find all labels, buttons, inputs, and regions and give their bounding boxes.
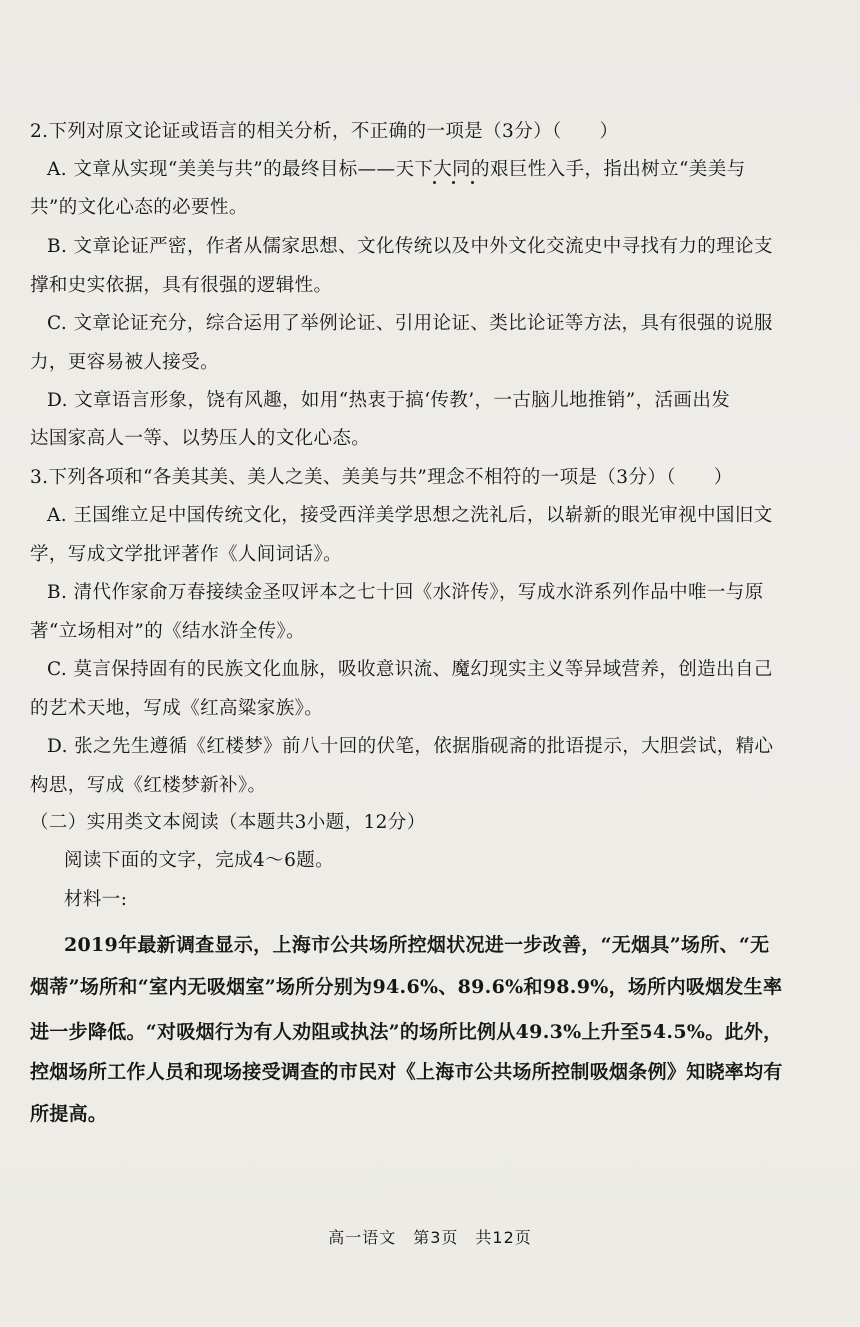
material-paragraph: 2019年最新调查显示，上海市公共场所控烟状况进一步改善，“无烟具”场所、“无	[64, 934, 770, 956]
question-3-option-b: B. 清代作家俞万春接续金圣叹评本之七十回《水浒传》，写成水浒系列作品中唯一与原	[47, 582, 764, 603]
page-footer: 高一语文 第3页 共12页	[328, 1228, 532, 1247]
question-2-option-d-cont: 达国家高人一等、以势压人的文化心态。	[30, 428, 371, 449]
question-2-option-b-cont: 撑和史实依据，具有很强的逻辑性。	[30, 275, 333, 296]
question-2-option-a-cont: 共”的文化心态的必要性。	[30, 197, 248, 218]
question-3-option-c: C. 莫言保持固有的民族文化血脉，吸收意识流、魔幻现实主义等异域营养，创造出自己	[47, 659, 773, 680]
emphasis-dot	[433, 181, 436, 184]
question-2-stem: 2.下列对原文论证或语言的相关分析，不正确的一项是（3分）（ ）	[30, 121, 619, 142]
question-3-stem: 3.下列各项和“各美其美、美人之美、美美与共”理念不相符的一项是（3分）（ ）	[30, 467, 733, 488]
question-3-option-a-cont: 学，写成文学批评著作《人间词话》。	[30, 544, 343, 565]
question-2-option-c-cont: 力，更容易被人接受。	[30, 352, 220, 373]
emphasis-dot	[471, 181, 474, 184]
question-3-option-d: D. 张之先生遵循《红楼梦》前八十回的伏笔，依据脂砚斋的批语提示，大胆尝试，精心	[47, 736, 774, 757]
material-paragraph: 控烟场所工作人员和现场接受调查的市民对《上海市公共场所控制吸烟条例》知晓率均有	[30, 1061, 783, 1083]
emphasis-dot	[452, 181, 455, 184]
question-3-option-c-cont: 的艺术天地，写成《红高粱家族》。	[30, 698, 324, 719]
material-paragraph: 所提高。	[30, 1103, 108, 1125]
material-label: 材料一:	[64, 889, 128, 910]
material-paragraph: 进一步降低。“对吸烟行为有人劝阻或执法”的场所比例从49.3%上升至54.5%。此外，	[30, 1021, 783, 1043]
reading-instruction: 阅读下面的文字，完成4～6题。	[64, 850, 335, 871]
question-2-option-c: C. 文章论证充分，综合运用了举例论证、引用论证、类比论证等方法，具有很强的说服	[47, 313, 773, 334]
section-heading: （二）实用类文本阅读（本题共3小题，12分）	[30, 812, 426, 833]
question-2-option-d: D. 文章语言形象，饶有风趣，如用“热衷于搞‘传教’，一古脑儿地推销”，活画出发	[47, 390, 731, 411]
question-3-option-b-cont: 著“立场相对”的《结水浒全传》。	[30, 621, 306, 642]
question-3-option-a: A. 王国维立足中国传统文化，接受西洋美学思想之洗礼后，以崭新的眼光审视中国旧文	[47, 505, 773, 526]
material-paragraph: 烟蒂”场所和“室内无吸烟室”场所分别为94.6%、89.6%和98.9%，场所内吸烟发生率	[30, 976, 783, 998]
question-2-option-a: A. 文章从实现“美美与共”的最终目标——天下大同的艰巨性入手，指出树立“美美与	[47, 159, 746, 180]
question-3-option-d-cont: 构思，写成《红楼梦新补》。	[30, 775, 267, 796]
question-2-option-b: B. 文章论证严密，作者从儒家思想、文化传统以及中外文化交流史中寻找有力的理论支	[47, 236, 773, 257]
